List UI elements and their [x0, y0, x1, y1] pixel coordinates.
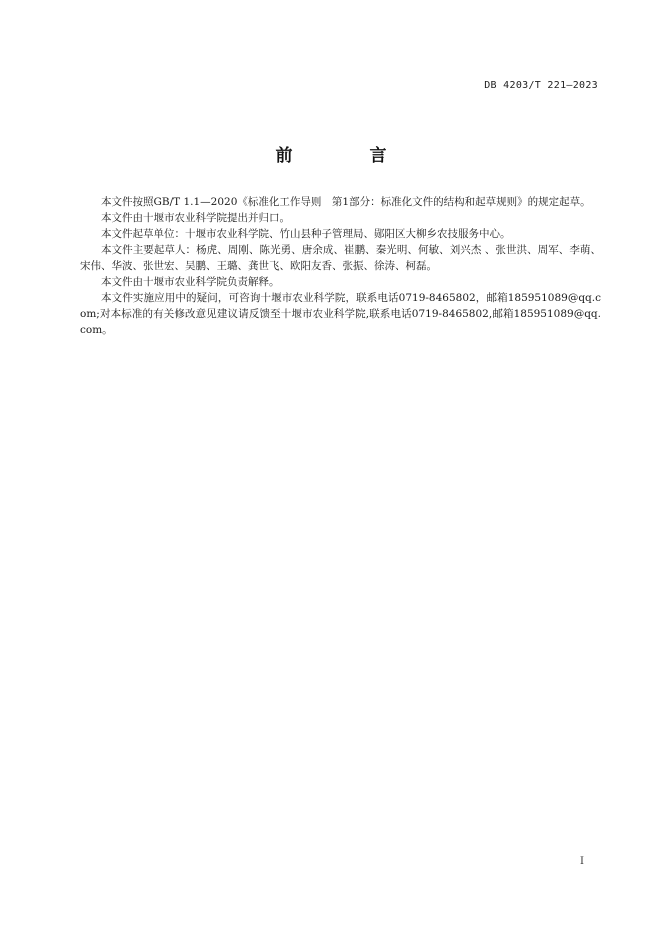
standard-code: DB 4203/T 221—2023: [484, 80, 598, 91]
foreword-body: [80, 194, 601, 338]
paragraph-interpretation: 本文件由十堰市农业科学院负责解释。: [101, 276, 280, 288]
page-title: 前 言: [275, 146, 417, 166]
paragraph-drafting-basis: 本文件按照GB/T 1.1—2020《标准化工作导则 第1部分：标准化文件的结构和起草规则》的规定起草。: [101, 196, 591, 208]
page-number: I: [580, 856, 584, 867]
paragraph-proposer: 本文件由十堰市农业科学院提出并归口。: [101, 212, 290, 224]
header-divider: [80, 96, 600, 97]
paragraph-drafters: 本文件主要起草人：杨虎、周刚、陈光勇、唐余成、崔鹏、秦光明、何敏、刘兴杰 、张世洪、周军、李萌、宋伟、华波、张世宏、吴鹏、王璐、龚世飞、欧阳友香、张振、徐涛、柯磊。: [80, 244, 601, 272]
paragraph-contact: 本文件实施应用中的疑问，可咨询十堰市农业科学院，联系电话0719-8465802，邮箱185951089@qq.com;对本标准的有关修改意见建议请反馈至十堰市农业科学院,联系电话0719-8465802,邮箱185951089@qq.com。: [80, 292, 601, 336]
paragraph-drafting-units: 本文件起草单位：十堰市农业科学院、竹山县种子管理局、郧阳区大柳乡农技服务中心。: [101, 228, 511, 240]
